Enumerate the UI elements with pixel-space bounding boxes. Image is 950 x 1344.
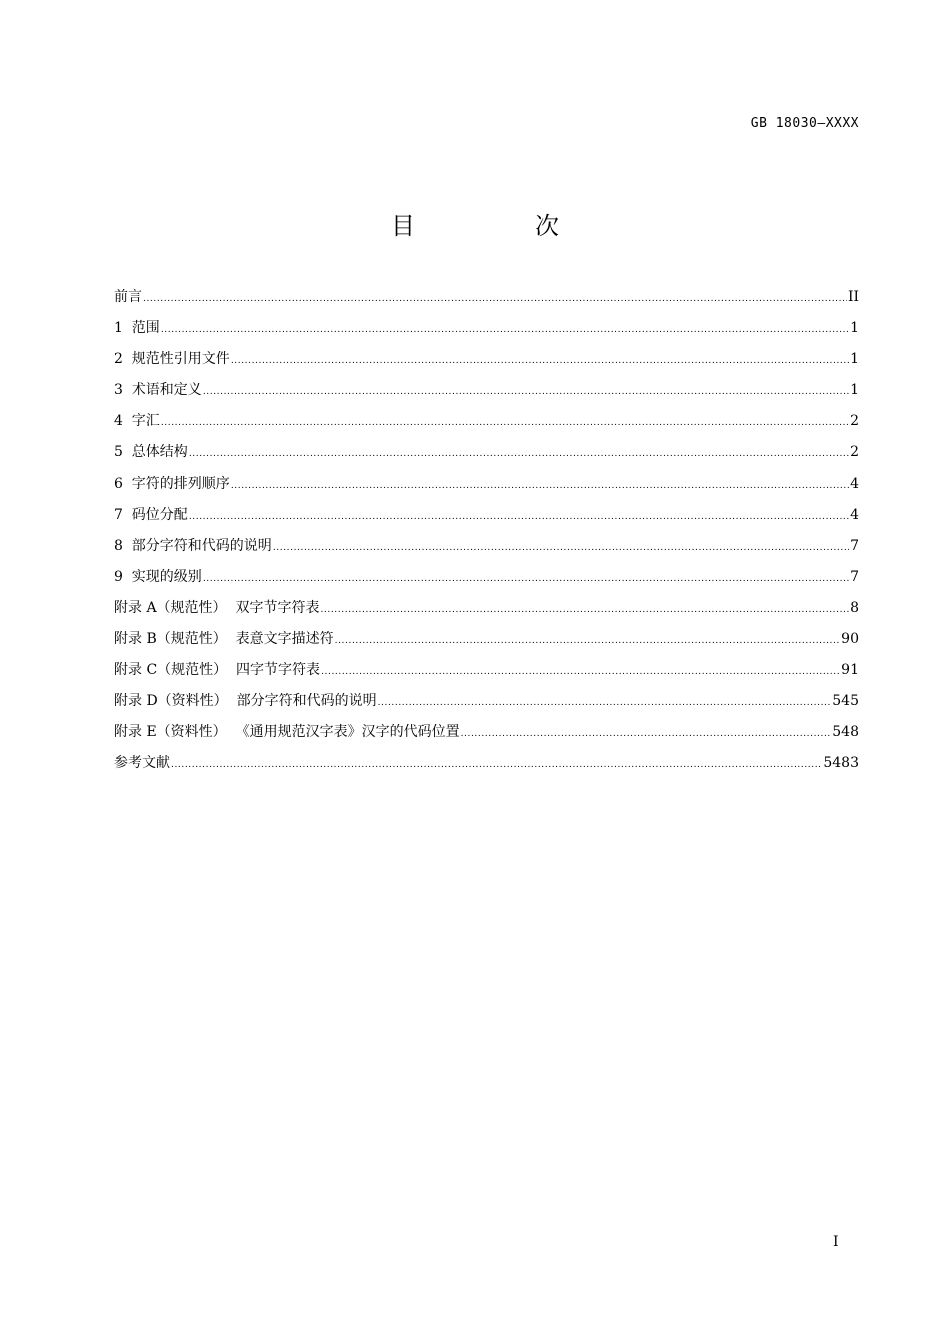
- toc-leader-dots: [171, 754, 822, 776]
- toc-entry-label: 附录 A（规范性） 双字节字符表: [114, 599, 320, 616]
- toc-entry[interactable]: [114, 441, 859, 472]
- toc-entry-page: 90: [841, 631, 859, 648]
- toc-leader-dots: [231, 475, 849, 497]
- toc-leader-dots: [320, 599, 849, 621]
- toc-entry-page: 2: [850, 444, 859, 461]
- toc-entry-label: 附录 C（规范性） 四字节字符表: [114, 662, 321, 679]
- toc-entry-label: 7 码位分配: [114, 506, 188, 523]
- toc-entry-label: 附录 B（规范性） 表意文字描述符: [114, 631, 334, 648]
- toc-entry[interactable]: [114, 317, 859, 348]
- toc-entry[interactable]: [114, 597, 859, 628]
- toc-entry-page: 1: [850, 382, 859, 399]
- toc-entry-page: 4: [850, 506, 859, 523]
- table-of-contents: [114, 286, 859, 784]
- page-number: I: [833, 1234, 839, 1250]
- toc-leader-dots: [161, 319, 849, 341]
- toc-entry-label: 参考文献: [114, 755, 170, 772]
- toc-leader-dots: [189, 443, 849, 465]
- toc-entry[interactable]: [114, 721, 859, 752]
- toc-leader-dots: [321, 661, 840, 683]
- toc-entry-label: 8 部分字符和代码的说明: [114, 537, 272, 554]
- toc-leader-dots: [189, 506, 849, 528]
- toc-leader-dots: [378, 692, 832, 714]
- toc-leader-dots: [273, 537, 849, 559]
- toc-entry-page: 7: [850, 537, 859, 554]
- toc-entry-page: 5483: [823, 755, 859, 772]
- toc-entry[interactable]: [114, 286, 859, 317]
- toc-entry-page: 8: [850, 599, 859, 616]
- toc-entry-page: 548: [832, 724, 859, 741]
- toc-entry-label: 附录 E（资料性） 《通用规范汉字表》汉字的代码位置: [114, 724, 460, 741]
- toc-entry[interactable]: [114, 628, 859, 659]
- toc-entry[interactable]: [114, 348, 859, 379]
- toc-entry-page: 7: [850, 568, 859, 585]
- toc-leader-dots: [231, 350, 849, 372]
- toc-entry-page: 4: [850, 475, 859, 492]
- toc-entry-page: II: [847, 289, 859, 305]
- toc-entry-page: 545: [832, 693, 859, 710]
- toc-entry-label: 前言: [114, 289, 142, 305]
- toc-entry-page: 91: [841, 662, 859, 679]
- toc-entry-label: 9 实现的级别: [114, 568, 202, 585]
- toc-entry-label: 4 字汇: [114, 413, 160, 430]
- toc-leader-dots: [203, 568, 849, 590]
- toc-entry[interactable]: [114, 504, 859, 535]
- toc-entry-label: 5 总体结构: [114, 444, 188, 461]
- toc-entry-page: 2: [850, 413, 859, 430]
- toc-entry[interactable]: [114, 752, 859, 783]
- toc-entry-label: 2 规范性引用文件: [114, 351, 230, 368]
- toc-entry[interactable]: [114, 473, 859, 504]
- toc-entry[interactable]: [114, 379, 859, 410]
- toc-leader-dots: [143, 288, 847, 310]
- toc-entry[interactable]: [114, 535, 859, 566]
- toc-entry-page: 1: [850, 351, 859, 368]
- toc-entry-label: 附录 D（资料性） 部分字符和代码的说明: [114, 693, 377, 710]
- toc-entry[interactable]: [114, 410, 859, 441]
- standard-code: GB 18030—XXXX: [750, 116, 859, 131]
- toc-entry[interactable]: [114, 566, 859, 597]
- toc-entry-label: 1 范围: [114, 320, 160, 337]
- toc-entry-label: 6 字符的排列顺序: [114, 475, 230, 492]
- toc-leader-dots: [335, 630, 841, 652]
- toc-entry[interactable]: [114, 659, 859, 690]
- toc-entry[interactable]: [114, 690, 859, 721]
- toc-entry-label: 3 术语和定义: [114, 382, 202, 399]
- toc-entry-page: 1: [850, 320, 859, 337]
- toc-leader-dots: [203, 381, 849, 403]
- toc-leader-dots: [161, 412, 849, 434]
- toc-leader-dots: [461, 723, 832, 745]
- page-title: 目 次: [391, 212, 607, 240]
